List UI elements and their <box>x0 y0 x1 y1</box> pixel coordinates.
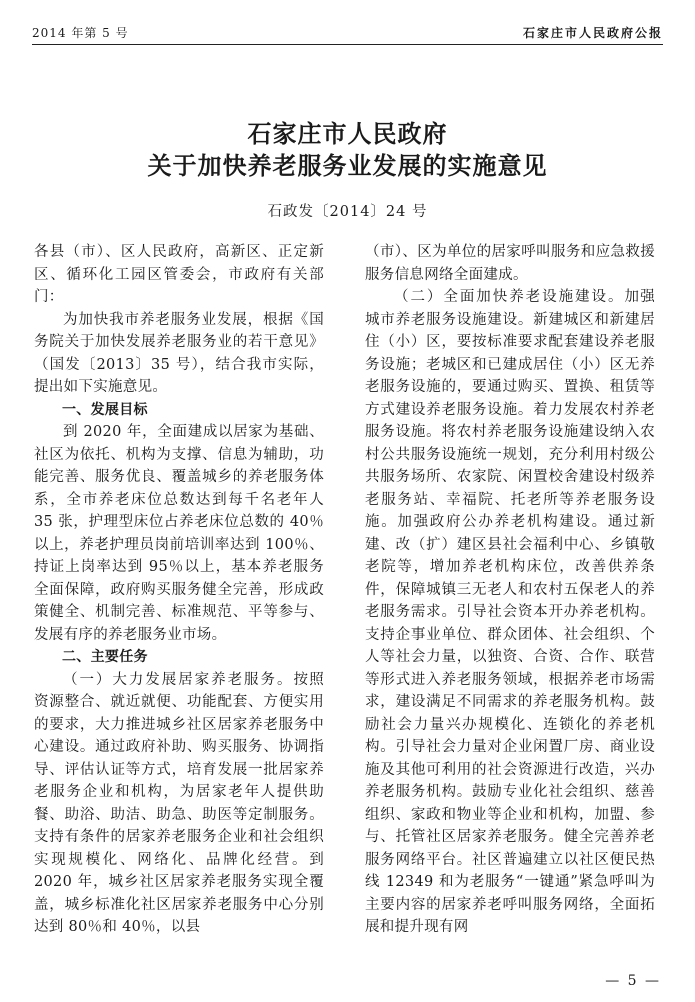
task1-paragraph <box>34 669 324 939</box>
running-header <box>32 22 663 45</box>
task2-title: （二）全面加快养老设施建设。 <box>394 289 625 305</box>
page-number: — 5 — <box>605 973 661 989</box>
task2-text: 加强城市养老服务设施建设。新建城区和新建居住（小）区，要按标准要求配套建设养老服务设施；老城区和已建成居住（小）区无养老服务设施的，要通过购买、置换、租赁等方式建设养老服务设施。着力发展农村养老服务设施。将农村养老服务设施建设纳入农村公共服务设施统一规划，充分利用村级公共服务场所、农家院、闲置校舍建设村级养老服务站、幸福院、托老所等养老服务设施。加强政府公办养老机构建设。通过新建、改（扩）建区县社会福利中心、乡镇敬老院等，增加养老机构床位，改善供养条件，保障城镇三无老人和农村五保老人的养老服务需求。引导社会资本开办养老机构。支持企事业单位、群众团体、社会组织、个人等社会力量，以独资、合资、合作、联营等形式进入养老服务领域，根据养老市场需求，建设满足不同需求的养老服务机构。鼓励社会力量兴办规模化、连锁化的养老机构。引导社会力量对企业闲置厂房、商业设施及其他可利用的社会资源进行改造，兴办养老服务机构。鼓励专业化社会组织、慈善组织、家政和物业等企业和机构，加盟、参与、托管社区居家养老服务。健全完善养老服务网络平台。社区普遍建立以社区便民热线 12349 和为老服务“一键通”紧急呼叫为主要内容的居家养老呼叫服务网络，全面拓展和提升现有网 <box>365 289 655 935</box>
issue-label: 2014 年第 5 号 <box>32 26 129 40</box>
document-number: 石政发〔2014〕24 号 <box>267 204 428 220</box>
addressees: 各县（市）、区人民政府，高新区、正定新区、循环化工园区管委会，市政府有关部门： <box>34 244 324 305</box>
right-column <box>365 241 655 939</box>
left-column <box>34 241 324 939</box>
document-title-line1: 石家庄市人民政府 <box>247 119 448 148</box>
section-heading-tasks: 二、主要任务 <box>62 649 148 665</box>
section-heading-goals: 一、发展目标 <box>62 401 148 418</box>
publication-name: 石家庄市人民政府公报 <box>522 26 663 40</box>
goal-paragraph: 到 2020 年，全面建成以居家为基础、社区为依托、机构为支撑、信息为辅助，功能完善、服务优良、覆盖城乡的养老服务体系，全市养老床位总数达到每千名老年人 35 张，护理型床位占养老床位总数的 40％以上，养老护理员岗前培训率达到 100％、持证上岗率达到 95％以上，基本养老服务全面保障，政府购买服务健全完善，形成政策健全、机制完善、标准规范、平等参与、发展有序的养老服务业市场。 <box>34 424 324 643</box>
continuation-paragraph: （市）、区为单位的居家呼叫服务和应急救援服务信息网络全面建成。 <box>365 244 655 283</box>
intro-paragraph: 为加快我市养老服务业发展，根据《国务院关于加快发展养老服务业的若干意见》（国发〔2013〕35 号），结合我市实际，提出如下实施意见。 <box>34 311 324 395</box>
task2-paragraph <box>365 286 655 939</box>
task1-text: 按照资源整合、就近就便、功能配套、方便实用的要求，大力推进城乡社区居家养老服务中心建设。通过政府补助、购买服务、协调指导、评估认证等方式，培育发展一批居家养老服务企业和机构，为居家老年人提供助餐、助浴、助洁、助急、助医等定制服务。支持有条件的居家养老服务企业和社会组织实现规模化、网络化、品牌化经营。到 2020 年，城乡社区居家养老服务实现全覆盖，城乡标准化社区居家养老服务中心分别达到 80％和 40％，以县 <box>34 671 324 935</box>
task1-title: （一）大力发展居家养老服务。 <box>63 671 294 688</box>
document-title-line2: 关于加快养老服务业发展的实施意见 <box>147 151 548 180</box>
